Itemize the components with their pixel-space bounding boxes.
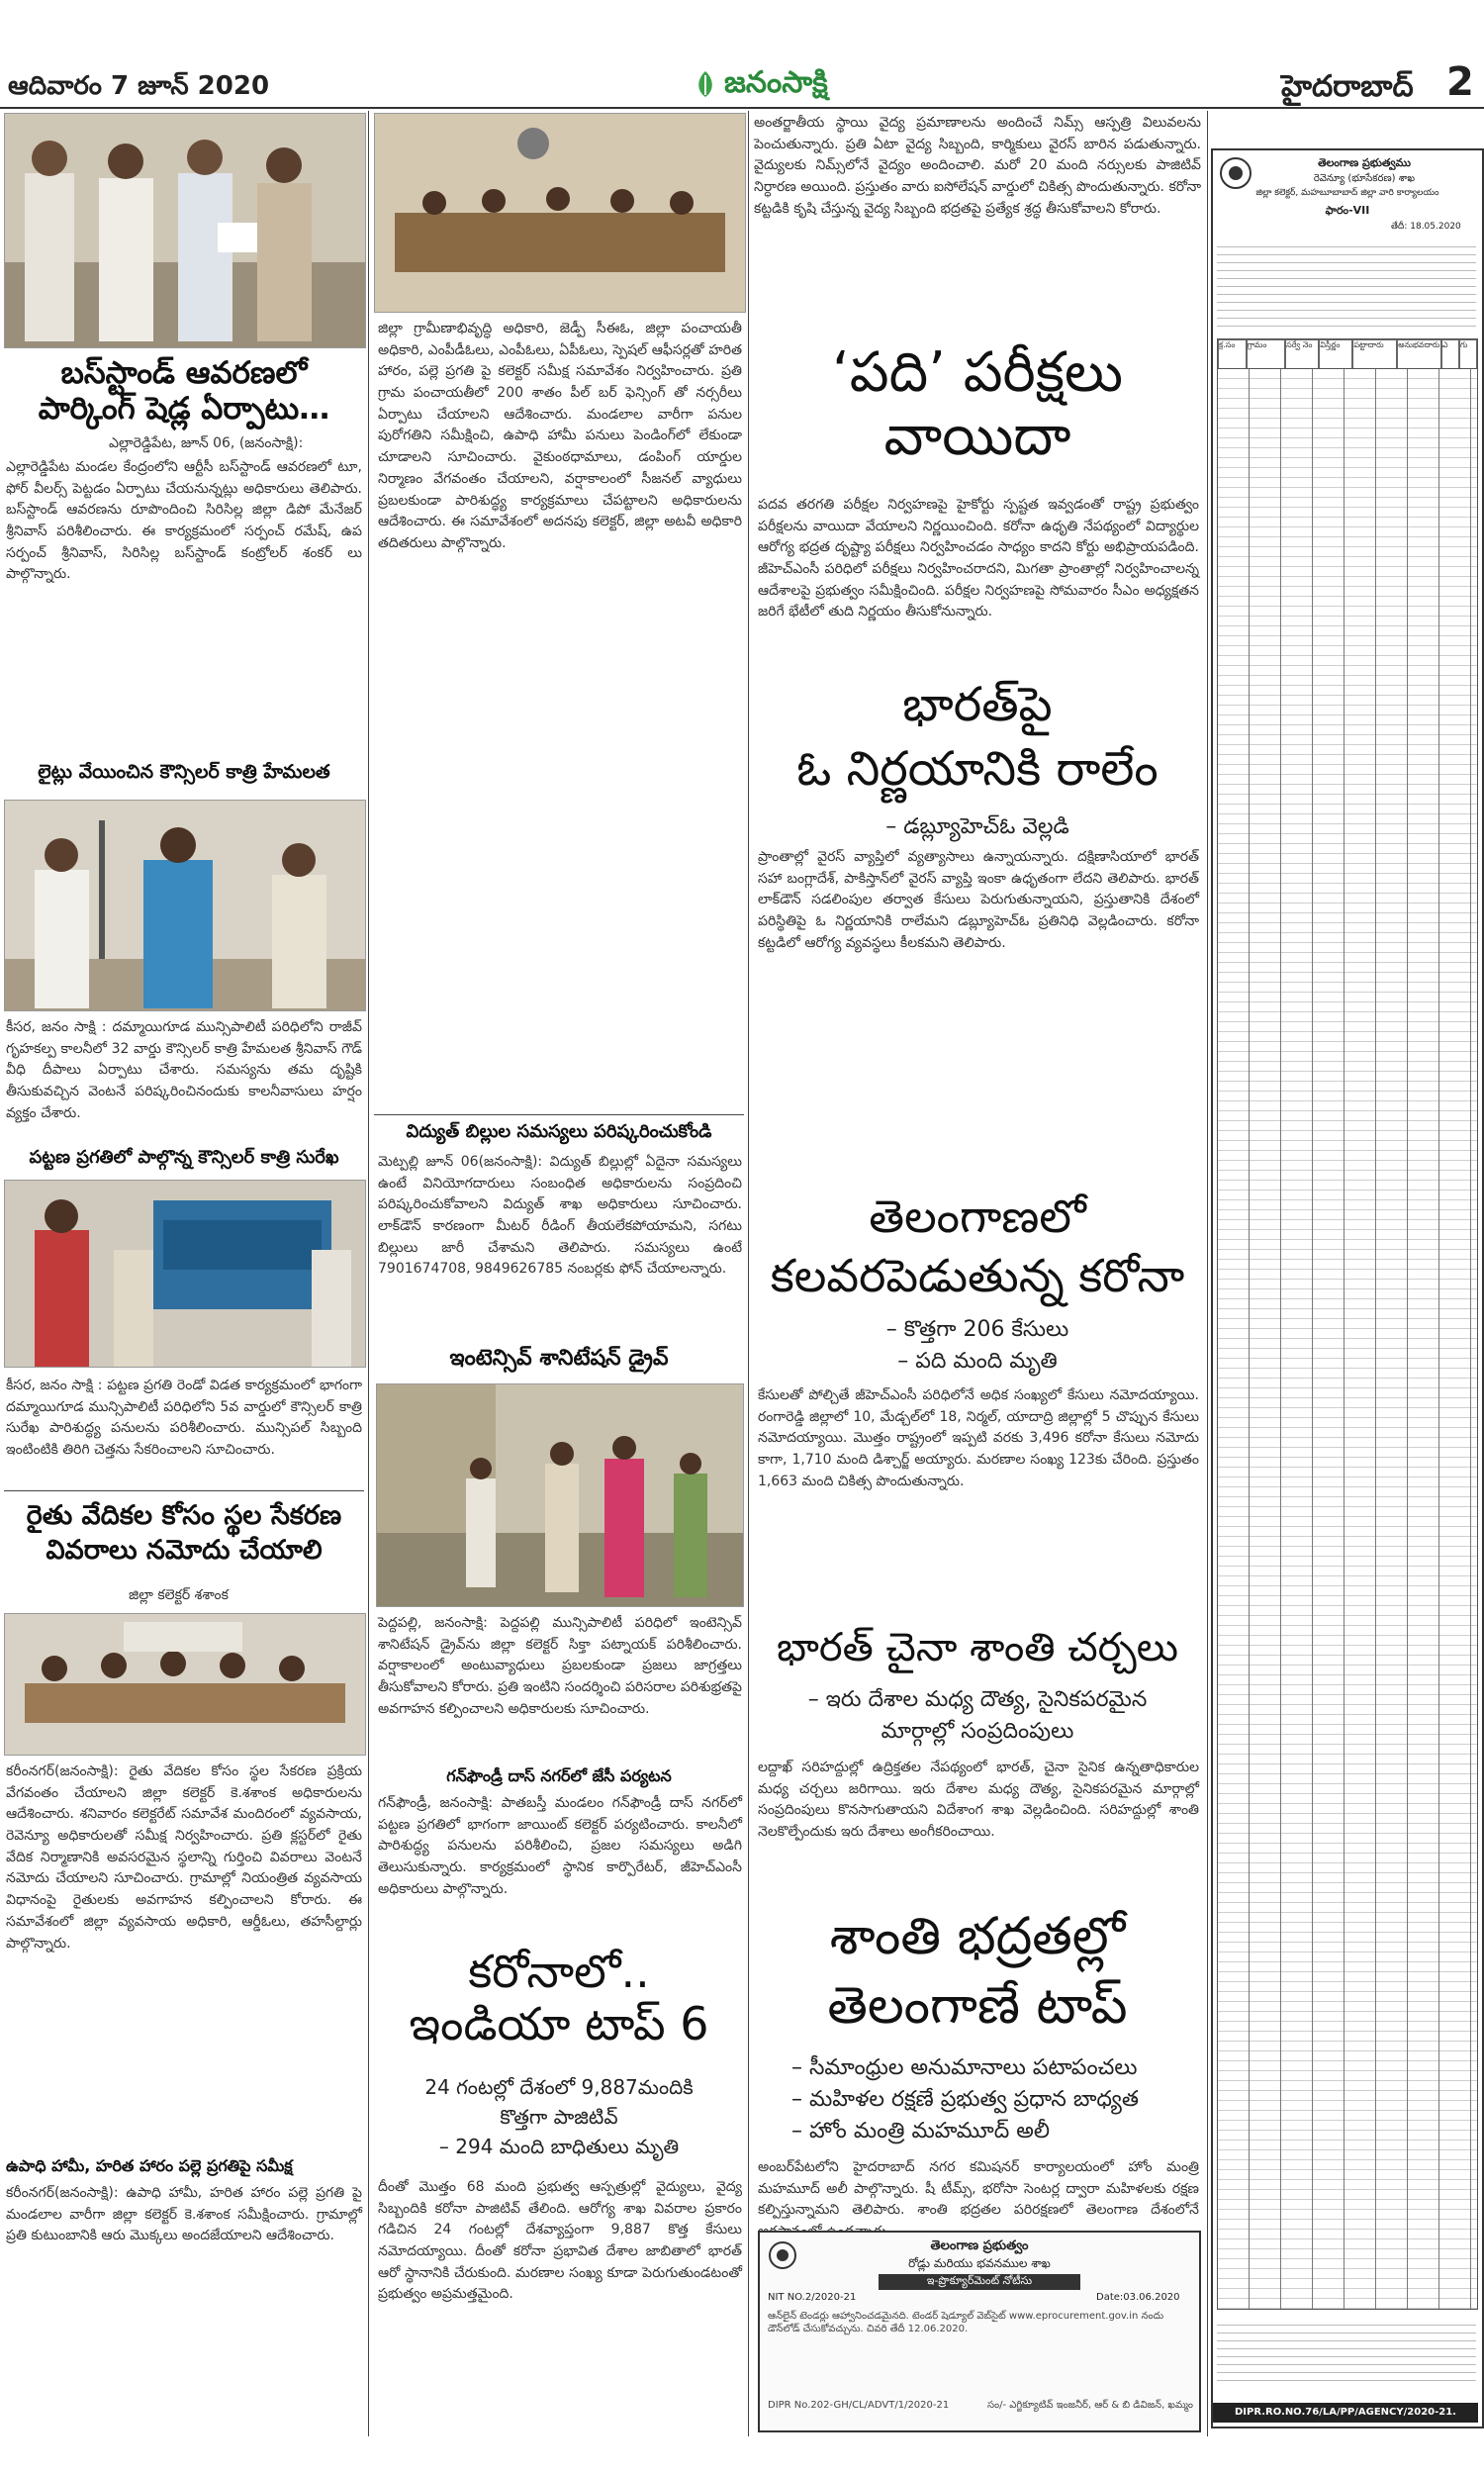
byline: జిల్లా కలెక్టర్ శశాంక [129, 1587, 229, 1603]
sub-headline [791, 2052, 1201, 2147]
sub-line: – 294 మంది బాధితులు మృతి [438, 2135, 680, 2158]
notice-table-body [1217, 368, 1478, 2310]
article-body: గన్‌ఫౌండ్రీ, జనంసాక్షి: పాతబస్తీ మండలం గన్‌ఫౌండ్రీ దాస్ నగర్‌లో పట్టణ ప్రగతిలో భాగంగా జాయింట్ కలెక్టర్ పర్యటించారు. కాలనీలో పారిశుద్ధ్య పనులను పరిశీలించి, ప్రజల సమస్యలు అడిగి తెలుసుకున్నారు. కార్యక్రమంలో స్థానిక కార్పొరేటర్, జీహెచ్ఎంసీ అధికారులు పాల్గొన్నారు. [378, 1795, 742, 1897]
headline-line: వివరాలు నమోదు చేయాలి [46, 1535, 323, 1567]
sub-line: కొత్తగా పాజిటివ్ [500, 2105, 618, 2129]
headline-line: పార్కింగ్ షెడ్ల ఏర్పాటు… [38, 390, 330, 427]
notice-subtitle: రోడ్లు మరియు భవనముల శాఖ [908, 2256, 1051, 2270]
sub-line: – పది మంది మృతి [897, 1348, 1058, 1374]
headline-line: రైతు వేదికల కోసం స్థల సేకరణ [26, 1500, 342, 1531]
article-body: అంతర్జాతీయ స్థాయి వైద్య ప్రమాణాలను అందించే నిమ్స్ ఆస్పత్రి విలువలను పెంచుతున్నారు. ప్రతి ఏటా వైద్య సిబ్బంది, కార్మికులు వైరస్ బారిన పడుతున్నారు. వైద్యులకు నిమ్స్‌లోనే వైద్యం అందించాలి. మరో 20 మంది నర్సులకు పాజిటివ్ నిర్ధారణ అయింది. ప్రస్తుతం వారు ఐసోలేషన్ వార్డులో చికిత్స పొందుతున్నారు. కరోనా కట్టడికి కృషి చేస్తున్న వైద్య సిబ్బంది భద్రతపై ప్రత్యేక శ్రద్ధ తీసుకోవాలని కోరారు. [754, 115, 1201, 217]
headline-line: బస్‌స్టాండ్ ఆవరణలో [60, 355, 308, 391]
headline-line: కరోనాలో.. [468, 1945, 650, 1998]
headline [374, 1946, 744, 2050]
article-body: లద్దాఖ్ సరిహద్దుల్లో ఉద్రిక్తతల నేపథ్యంలో భారత్, చైనా సైనిక ఉన్నతాధికారుల మధ్య చర్చలు జరిగాయి. ఇరు దేశాల మధ్య దౌత్య, సైనికపరమైన మార్గాల్లో సంప్రదింపులు కొనసాగుతాయని విదేశాంగ శాఖ వెల్లడించింది. సరిహద్దుల్లో శాంతి నెలకొల్పేందుకు ఇరు దేశాలు అంగీకరించాయి. [758, 1760, 1199, 1841]
sub-headline: – డబ్ల్యూహెచ్ఓ వెల్లడి [885, 814, 1069, 839]
headline-line: భారత్‌పై [902, 677, 1053, 732]
sub-line: – మహిళల రక్షణే ప్రభుత్వ ప్రధాన బాధ్యత [791, 2086, 1139, 2112]
headline-line: ఇండియా టాప్ 6 [409, 1996, 709, 2050]
notice-footer-text [1217, 2318, 1476, 2387]
headline [754, 1188, 1201, 1306]
masthead [0, 0, 1484, 109]
headline-line: కలవరపెడుతున్న కరోనా [770, 1248, 1185, 1302]
sub-headline: ఉపాధి హామీ, హరిత హారం పల్లె ప్రగతిపై సమీక్ష [6, 2156, 293, 2175]
column-divider [1207, 111, 1208, 2436]
notice-label: ఇ-ప్రొక్యూర్‌మెంట్ నోటీసు [879, 2274, 1080, 2290]
section-rule [4, 1490, 364, 1491]
news-photo [4, 113, 366, 348]
notice-ref: DIPR No.202-GH/CL/ADVT/1/2020-21 [768, 2400, 950, 2411]
article-body: జిల్లా గ్రామీణాభివృద్ధి అధికారి, జెడ్పీ సీఈఓ, జిల్లా పంచాయతీ అధికారి, ఎంపీడీఓలు, ఎంపీఓలు, ఏపీఓలు, స్పెషల్ ఆఫీసర్లతో హరిత హారం, పల్లె ప్రగతి పై కలెక్టర్ సమీక్ష సమావేశం నిర్వహించారు. ప్రతి గ్రామ పంచాయతీలో 200 శాతం పీల్ బర్ ఫెన్సింగ్ తో నర్సరీలు ఏర్పాటు చేయాలని ఆదేశించారు. మండలాల వారీగా పనుల పురోగతిని సమీక్షించి, ఉపాధి హామీ పనులు పెండింగ్‌లో లేకుండా చూడాలని సూచించారు. వైకుంఠధామాలు, డంపింగ్ యార్డుల నిర్మాణం వేగవంతం చేయాలని, వర్షాకాలంలో సీజనల్ వ్యాధులు ప్రబలకుండా పారిశుద్ధ్య కార్యక్రమాలు చేపట్టాలని అధికారులను ఆదేశించారు. ఈ సమావేశంలో అదనపు కలెక్టర్, జిల్లా అటవీ అధికారి తదితరులు పాల్గొన్నారు. [378, 321, 742, 551]
news-photo [376, 1383, 744, 1607]
headline: ఇంటెన్సివ్ శానిటేషన్ డ్రైవ్ [449, 1346, 669, 1371]
headline: గన్‌ఫౌండ్రీ దాస్ నగర్‌లో జేసీ పర్యటన [446, 1766, 672, 1785]
headline-line: తెలంగాణలో [869, 1190, 1086, 1243]
legal-notice [1211, 148, 1484, 2428]
logo-leaf-icon [693, 69, 718, 103]
column-divider [748, 111, 749, 2436]
headline-line: వాయిదా [883, 404, 1071, 469]
table-header-cell: సర్వే నెం [1285, 339, 1319, 369]
news-photo [4, 1613, 366, 1756]
headline [754, 341, 1201, 469]
article-body: అంబర్‌పేటలోని హైదరాబాద్ నగర కమిషనర్ కార్యాలయంలో హోం మంత్రి మహమూద్ అలీ పాల్గొన్నారు. షీ టీమ్స్, భరోసా సెంటర్ల ద్వారా మహిళలకు రక్షణ కల్పిస్తున్నామని తెలిపారు. శాంతి భద్రతల పరిరక్షణలో తెలంగాణ దేశంలోనే [758, 2159, 1199, 2219]
sub-headline [754, 1684, 1201, 1748]
notice-subtitle: రెవెన్యూ (భూసేకరణ) శాఖ [1313, 173, 1416, 184]
headline: పట్టణ ప్రగతిలో పాల్గొన్న కౌన్సిలర్ కాత్రి సురేఖ [29, 1147, 339, 1168]
headline: విద్యుత్ బిల్లుల సమస్యలు పరిష్కరించుకోండి [406, 1121, 712, 1142]
masthead-rule [0, 107, 1484, 109]
notice-preamble [1217, 239, 1476, 329]
news-photo [4, 800, 366, 1011]
headline: భారత్ చైనా శాంతి చర్చలు [777, 1625, 1178, 1670]
table-header-cell: క్ర.సం [1218, 339, 1247, 369]
page-number: 2 [1446, 59, 1474, 105]
notice-title: తెలంగాణ ప్రభుత్వము [1318, 156, 1411, 169]
notice-title: తెలంగాణ ప్రభుత్వం [930, 2238, 1029, 2253]
notice-number: NIT NO.2/2020-21 [768, 2292, 857, 2303]
sub-line: 24 గంటల్లో దేశంలో 9,887మందికి [424, 2075, 694, 2099]
notice-date: Date:03.06.2020 [1096, 2292, 1180, 2303]
article-body: కీసర, జనం సాక్షి : దమ్మాయిగూడ మున్సిపాలిటీ పరిధిలోని రాజీవ్ గృహకల్ప కాలనీలో 32 వార్డు కౌన్సిలర్ కాత్రి హేమలత శ్రీనివాస్ గౌడ్ వీధి దీపాలు ఏర్పాటు చేశారు. సమస్యను తమ దృష్టికి తీసుకువచ్చిన వెంటనే పరిష్కరించినందుకు కాలనీవాసులు హర్షం వ్యక్తం చేశారు. [6, 1019, 362, 1121]
sub-line: – ఇరు దేశాల మధ్య దౌత్య, సైనికపరమైన [807, 1687, 1148, 1712]
table-header-cell: గ్రామం [1247, 339, 1285, 369]
tender-notice [758, 2231, 1201, 2432]
table-header-cell: గు [1459, 339, 1477, 369]
article-body: కీసర, జనం సాక్షి : పట్టణ ప్రగతి రెండో విడత కార్యక్రమంలో భాగంగా దమ్మాయిగూడ మున్సిపాలిటీ పరిధిలోని 5వ వార్డులో కౌన్సిలర్ కాత్రి సురేఖ పారిశుద్ధ్య పనులను పరిశీలించారు. మున్సిపల్ సిబ్బంది ఇంటింటికి తిరిగి చెత్తను సేకరించాలని సూచించారు. [6, 1378, 362, 1459]
table-header-cell: ఎ [1441, 339, 1459, 369]
sub-line: మార్గాల్లో సంప్రదింపులు [881, 1718, 1074, 1744]
section-rule [374, 1114, 744, 1115]
headline [4, 356, 364, 427]
headline [754, 673, 1201, 802]
sub-line: – సీమాంధ్రుల అనుమానాలు పటాపంచలు [791, 2055, 1138, 2080]
dipr-reference: DIPR.RO.NO.76/LA/PP/AGENCY/2020-21. [1213, 2403, 1478, 2423]
headline-line: శాంతి భద్రతల్లో [829, 1907, 1126, 1966]
article-body: ప్రాంతాల్లో వైరస్ వ్యాప్తిలో వ్యత్యాసాలు ఉన్నాయన్నారు. దక్షిణాసియాలో భారత్ సహా బంగ్లాదేశ్, పాకిస్తాన్‌లో వైరస్ వ్యాప్తి ఇంకా ఉధృతంగా లేదని తెలిపారు. భారత్ లాక్‌డౌన్ సడలింపుల తర్వాత కేసులు పెరుగుతున్నాయని, ప్రస్తుతానికి దేశంలో పరిస్థితిపై ఓ నిర్ణయానికి రాలేమని డబ్ల్యూహెచ్ఓ ప్రతినిధి వెల్లడించారు. కరోనా కట్టడిలో ఆరోగ్య వ్యవస్థలు కీలకమని తెలిపారు. [758, 849, 1199, 951]
headline: లైట్లు వేయించిన కౌన్సిలర్ కాత్రి హేమలత [38, 761, 330, 783]
article-body: కేసులతో పోల్చితే జీహెచ్ఎంసీ పరిధిలోనే అధిక సంఖ్యలో కేసులు నమోదయ్యాయి. రంగారెడ్డి జిల్లాలో 10, మేడ్చల్‌లో 18, నిర్మల్, యాదాద్రి జిల్లాల్లో 5 చొప్పున కేసులు నమోదయ్యాయి. మొత్తం రాష్ట్రంలో ఇప్పటి వరకు 3,496 కరోనా కేసులు నమోదు కాగా, 1,710 మంది డిశ్చార్జ్ అయ్యారు. మరణాల సంఖ్య 123కు చేరింది. ప్రస్తుతం 1,663 మంది చికిత్స పొందుతున్నారు. [758, 1387, 1199, 1489]
sub-headline [754, 1314, 1201, 1378]
notice-body: ఆన్‌లైన్ టెండర్లు ఆహ్వానించడమైనది. టెండర్ షెడ్యూల్ వెబ్‌సైట్ www.eprocurement.gov.in నందు డౌన్‌లోడ్ చేసుకోవచ్చును. చివరి తేదీ 12.06.2020. [768, 2311, 1164, 2334]
article-body: కరీంనగర్(జనంసాక్షి): ఉపాధి హామీ, హరిత హారం పల్లె ప్రగతి పై మండలాల వారీగా జిల్లా కలెక్టర్ కె.శశాంక సమీక్షించారు. గ్రామాల్లో ప్రతి కుటుంబానికి ఆరు మొక్కలు అందజేయాలని ఆదేశించారు. [6, 2185, 362, 2244]
table-header-cell: విస్తీర్ణం [1319, 339, 1352, 369]
article-body: ఎల్లారెడ్డిపేట మండల కేంద్రంలోని ఆర్టీసీ బస్‌స్టాండ్ ఆవరణలో టూ, ఫోర్ వీలర్స్ పెట్టడం ఏర్పాటు చేయనున్నట్లు అధికారులు తెలిపారు. బస్‌స్టాండ్ ఆవరణను రూపొందించి సిరిసిల్ల జిల్లా డిపో మేనేజర్ శ్రీనివాస్ పరిశీలించారు. ఈ కార్యక్రమంలో సర్పంచ్ రమేష్, ఉప సర్పంచ్ శ్రీనివాస్, సిరిసిల్ల బస్‌స్టాండ్ కంట్రోలర్ శంకర్ లు పాల్గొన్నారు. [6, 459, 362, 583]
column-divider [368, 111, 369, 2436]
notice-form: ఫారం-VII [1325, 204, 1370, 217]
article-body: పెద్దపల్లి, జనంసాక్షి: పెద్దపల్లి మున్సిపాలిటీ పరిధిలో ఇంటెన్సివ్ శానిటేషన్ డ్రైవ్‌ను జిల్లా కలెక్టర్ సిక్తా పట్నాయక్ పరిశీలించారు. వర్షాకాలంలో అంటువ్యాధులు ప్రబలకుండా ప్రజలు జాగ్రత్తలు తీసుకోవాలని కోరారు. ప్రతి ఇంటిని సందర్శించి పరిసరాల పరిశుభ్రతపై అవగాహన కల్పించాలని అధికారులకు సూచించారు. [378, 1615, 742, 1717]
news-photo [4, 1180, 366, 1368]
issue-date: ఆదివారం 7 జూన్ 2020 [8, 71, 270, 101]
article-body: దీంతో మొత్తం 68 మంది ప్రభుత్వ ఆస్పత్రుల్లో వైద్యులు, వైద్య సిబ్బందికి కరోనా పాజిటివ్ తేలింది. ఆరోగ్య శాఖ వివరాల ప్రకారం గడిచిన 24 గంటల్లో దేశవ్యాప్తంగా 9,887 కొత్త కేసులు నమోదయ్యాయి. దీంతో కరోనా ప్రభావిత దేశాల జాబితాలో భారత్ ఆరో స్థానానికి చేరుకుంది. మరణాల సంఖ్య కూడా పెరుగుతుండటంతో ప్రభుత్వం అప్రమత్తమైంది. [378, 2179, 742, 2303]
notice-office: జిల్లా కలెక్టర్, మహబూబాబాద్ జిల్లా వారి కార్యాలయం [1255, 188, 1439, 198]
sub-headline [374, 2072, 744, 2161]
table-header [1217, 338, 1478, 370]
article-body: కరీంనగర్(జనంసాక్షి): రైతు వేదికల కోసం స్థల సేకరణ ప్రక్రియ వేగవంతం చేయాలని జిల్లా కలెక్టర్ కె.శశాంక అధికారులను ఆదేశించారు. శనివారం కలెక్టరేట్ సమావేశ మందిరంలో వ్యవసాయ, రెవెన్యూ అధికారులతో సమీక్ష నిర్వహించారు. ప్రతి క్లస్టర్‌లో రైతు వేదిక నిర్మాణానికి అవసరమైన స్థలాన్ని గుర్తించి వివరాలు వెంటనే నమోదు చేయాలని సూచించారు. గ్రామాల్లో నియంత్రిత వ్యవసాయ విధానంపై రైతులకు అవగాహన కల్పించాలని కోరారు. ఈ సమావేశంలో జిల్లా వ్యవసాయ అధికారి, ఆర్డీఓలు, తహసీల్దార్లు పాల్గొన్నారు. [6, 1763, 362, 1951]
sub-line: – కొత్తగా 206 కేసులు [885, 1317, 1069, 1342]
table-header-cell: అనుభవదారు [1397, 339, 1441, 369]
brand-logo [693, 65, 828, 107]
news-photo [374, 113, 746, 313]
byline: ఎల్లారెడ్డిపేట, జూన్ 06, (జనంసాక్షి): [109, 435, 304, 451]
brand-name: జనంసాక్షి [724, 65, 828, 100]
notice-date: తేదీ: 18.05.2020 [1391, 222, 1461, 232]
headline-line: తెలంగాణే టాప్ [827, 1976, 1128, 2037]
headline [4, 1498, 364, 1568]
headline [754, 1902, 1201, 2041]
sub-line: – హోం మంత్రి మహమూద్ అలీ [791, 2118, 1050, 2143]
article-body: పదవ తరగతి పరీక్షల నిర్వహణపై హైకోర్టు స్పష్టత ఇవ్వడంతో రాష్ట్ర ప్రభుత్వం పరీక్షలను వాయిదా వేయాలని నిర్ణయించింది. కరోనా ఉధృతి నేపథ్యంలో విద్యార్థుల ఆరోగ్య భద్రత దృష్ట్యా పరీక్షలు నిర్వహించడం సాధ్యం కాదని కోర్టు అభిప్రాయపడింది. జీహెచ్ఎంసీ పరిధిలో పరీక్షలు నిర్వహించరాదని, మిగతా ప్రాంతాల్లో నిర్వహించాలన్న ఆదేశాలపై ప్రభుత్వం సమీక్షించింది. పరీక్షల నిర్వహణపై సోమవారం సీఎం అధ్యక్షతన జరిగే భేటీలో తుది నిర్ణయం తీసుకోనున్నారు. [758, 497, 1199, 620]
headline-line: ‘పది’ పరీక్షలు [831, 340, 1124, 405]
edition-city: హైదరాబాద్ [1281, 69, 1414, 104]
notice-signature: సం/- ఎగ్జిక్యూటివ్ ఇంజనీర్, ఆర్ & బి డివిజన్, ఖమ్మం [987, 2400, 1193, 2411]
headline-line: ఓ నిర్ణయానికి రాలేం [796, 740, 1159, 797]
table-header-cell: పట్టాదారు [1352, 339, 1397, 369]
article-body: మెట్పల్లి జూన్ 06(జనంసాక్షి): విద్యుత్ బిల్లుల్లో ఏదైనా సమస్యలు ఉంటే వినియోగదారులు సంబంధిత అధికారులను సంప్రదించి పరిష్కరించుకోవాలని విద్యుత్ శాఖ అధికారులు సూచించారు. లాక్‌డౌన్ కారణంగా మీటర్ రీడింగ్ తీయలేకపోయామని, సగటు బిల్లులు జారీ చేశామని తెలిపారు. సమస్యలు ఉంటే 7901674708, 9849626785 నంబర్లకు ఫోన్ చేయాలన్నారు. [378, 1154, 742, 1278]
